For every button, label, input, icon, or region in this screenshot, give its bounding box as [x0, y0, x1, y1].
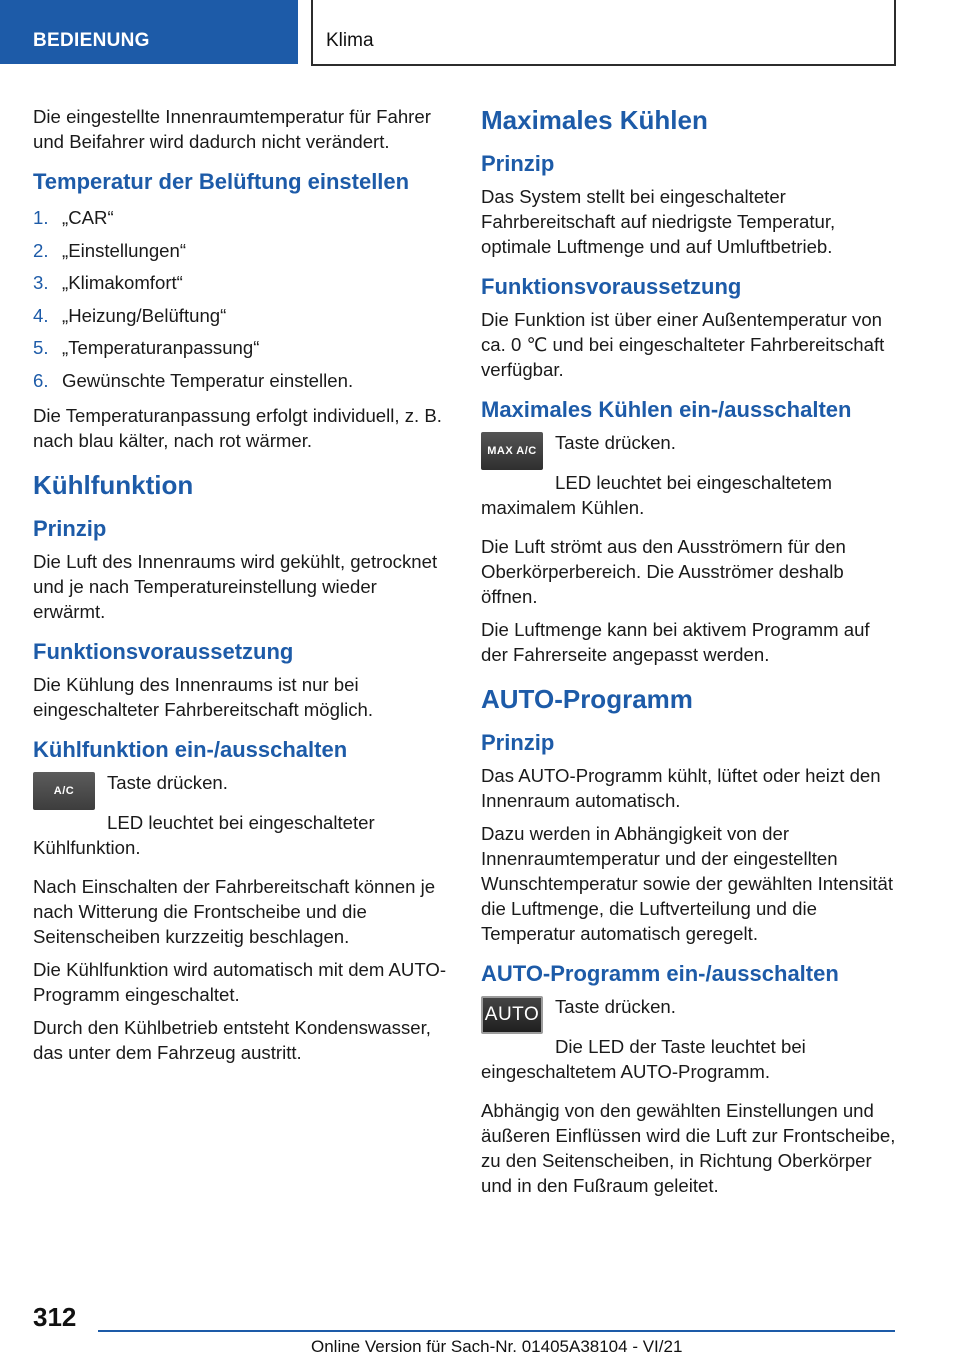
list-item: 4. „Heizung/Belüftung“ — [33, 304, 227, 326]
cooling-paragraph-1: Nach Einschalten der Fahrbereitschaft können je nach Witterung die Frontscheibe und die Seitenscheiben kurzzeitig beschlagen. — [33, 876, 436, 947]
cooling-principle-text: Die Luft des Innenraums wird gekühlt, getrocknet und je nach Temperatureinstellung wieder erwärmt. — [33, 551, 438, 622]
vent-steps-list — [33, 202, 447, 397]
intro-paragraph: Die eingestellte Innenraumtemperatur für Fahrer und Beifahrer wird dadurch nicht verändert. — [33, 106, 431, 152]
list-item: 2. „Einstellungen“ — [33, 239, 187, 261]
auto-led-text: Die LED der Taste leuchtet bei eingeschaltetem AUTO-Programm. — [481, 1036, 806, 1082]
ac-press-text: Taste drücken. — [107, 772, 228, 793]
cooling-paragraph-2: Die Kühlfunktion wird automatisch mit dem AUTO-Programm eingeschaltet. — [33, 959, 447, 1005]
max-press-text: Taste drücken. — [555, 432, 676, 453]
vent-note: Die Temperaturanpassung erfolgt individuell, z. B. nach blau kälter, nach rot wärmer. — [33, 405, 442, 451]
section-tab — [0, 0, 298, 64]
max-paragraph-1: Die Luft strömt aus den Ausströmern für den Oberkörperbereich. Die Ausströmer deshalb öffnen. — [481, 536, 846, 607]
chapter-title: Klima — [326, 30, 374, 51]
right-column — [481, 104, 901, 1206]
max-paragraph-2: Die Luftmenge kann bei aktivem Programm auf der Fahrerseite angepasst werden. — [481, 619, 870, 665]
cooling-paragraph-3: Durch den Kühlbetrieb entsteht Kondenswasser, das unter dem Fahrzeug austritt. — [33, 1017, 431, 1063]
auto-button-icon: AUTO — [481, 996, 543, 1034]
max-ac-button-icon: MAX A/C — [481, 432, 543, 470]
list-item: 6. Gewünschte Temperatur einstellen. — [33, 369, 354, 391]
max-principle-text: Das System stellt bei eingeschalteter Fahrbereitschaft auf niedrigste Temperatur, optimale Luftmenge und auf Umluftbetrieb. — [481, 186, 836, 257]
cooling-requirement-text: Die Kühlung des Innenraums ist nur bei eingeschalteter Fahrbereitschaft möglich. — [33, 674, 374, 720]
auto-press-text: Taste drücken. — [555, 996, 676, 1017]
cooling-toggle-heading: Kühlfunktion ein-/ausschalten — [33, 737, 348, 762]
ac-button-icon: A/C — [33, 772, 95, 810]
auto-principle-heading: Prinzip — [481, 730, 555, 755]
list-item: 3. „Klimakomfort“ — [33, 272, 183, 293]
cooling-heading: Kühlfunktion — [33, 470, 194, 500]
auto-principle-text: Das AUTO-Programm kühlt, lüftet oder heizt den Innenraum automatisch. — [481, 765, 881, 811]
auto-paragraph-1: Dazu werden in Abhängigkeit von der Innenraumtemperatur und der eingestellten Wunschtemperatur sowie der gewählten Intensität die Luftmenge, die Luftverteilung und die Temperatur automatisch geregelt. — [481, 823, 894, 944]
cooling-requirement-heading: Funktionsvoraussetzung — [33, 639, 294, 664]
section-title: BEDIENUNG — [33, 30, 150, 51]
footer-divider — [98, 1330, 895, 1332]
ac-instruction — [33, 770, 447, 810]
list-item: 5. „Temperaturanpassung“ — [33, 337, 260, 358]
max-principle-heading: Prinzip — [481, 151, 555, 176]
auto-program-heading: AUTO-Programm — [481, 684, 693, 714]
list-item: 1. „CAR“ — [33, 207, 114, 228]
online-version-note: Online Version für Sach-Nr. 01405A38104 - VI/21 — [311, 1337, 683, 1356]
max-toggle-heading: Maximales Kühlen ein-/ausschalten — [481, 397, 852, 422]
cooling-principle-heading: Prinzip — [33, 516, 107, 541]
chapter-tab — [311, 0, 896, 66]
max-ac-instruction — [481, 430, 901, 470]
ac-led-text: LED leuchtet bei eingeschalteter Kühlfunktion. — [33, 812, 375, 858]
max-requirement-heading: Funktionsvoraussetzung — [481, 274, 742, 299]
max-led-text: LED leuchtet bei eingeschaltetem maximalem Kühlen. — [481, 472, 833, 518]
max-requirement-text: Die Funktion ist über einer Außentemperatur von ca. 0 ℃ und bei eingeschalteter Fahrbereitschaft verfügbar. — [481, 309, 885, 380]
max-cooling-heading: Maximales Kühlen — [481, 105, 708, 135]
vent-temperature-heading: Temperatur der Belüftung einstellen — [33, 169, 410, 194]
left-column — [33, 104, 447, 1073]
auto-paragraph-2: Abhängig von den gewählten Einstellungen und äußeren Einflüssen wird die Luft zur Frontscheibe, zu den Seitenscheiben, in Richtung Oberkörper und in den Fußraum geleitet. — [481, 1100, 896, 1196]
page-number: 312 — [33, 1302, 77, 1332]
auto-toggle-heading: AUTO-Programm ein-/ausschalten — [481, 961, 839, 986]
auto-instruction — [481, 994, 901, 1034]
